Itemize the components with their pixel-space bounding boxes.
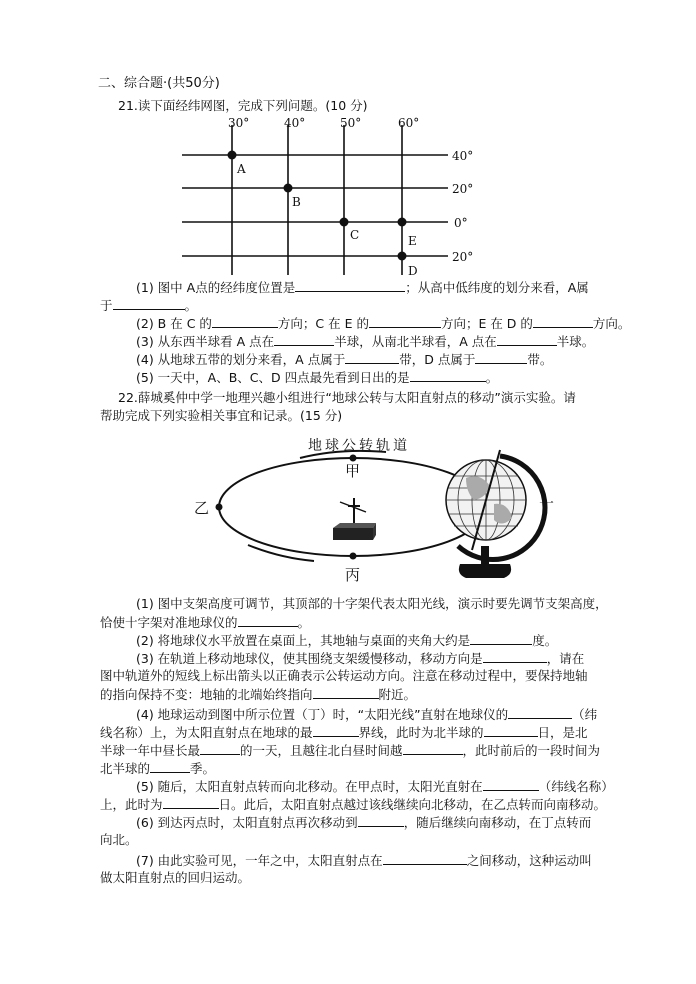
answer-blank[interactable] xyxy=(313,686,379,699)
answer-blank[interactable] xyxy=(533,315,593,328)
answer-blank[interactable] xyxy=(163,796,219,809)
q22-title-line2: 帮助完成下列实验相关事宜和记录。(15 分) xyxy=(100,408,343,423)
answer-blank[interactable] xyxy=(200,742,240,755)
point-d xyxy=(398,252,407,261)
point-b xyxy=(284,184,293,193)
answer-blank[interactable] xyxy=(113,297,185,310)
q22-part3: (3) 在轨道上移动地球仪，使其围绕支架缓慢移动，移动方向是 ，请在 xyxy=(136,651,585,666)
q22-part4-cont3: 北半球的 季。 xyxy=(100,761,216,776)
answer-blank[interactable] xyxy=(483,778,539,791)
lon-label-30: 30° xyxy=(228,116,250,130)
lat-label-20s: 20° xyxy=(452,250,474,264)
answer-blank[interactable] xyxy=(345,351,399,364)
section-header: 二、综合题·(共50分) xyxy=(98,76,220,91)
point-label-e: E xyxy=(408,234,417,248)
q22-part6: (6) 到达丙点时，太阳直射点再次移动到 ，随后继续向南移动，在丁点转而 xyxy=(136,815,592,830)
label-yi: 乙 xyxy=(194,499,210,517)
q21-part4: (4) 从地球五带的划分来看，A 点属于 带，D 点属于 带。 xyxy=(136,352,553,367)
q21-part1-cont: 于 。 xyxy=(100,298,198,313)
answer-blank[interactable] xyxy=(470,632,532,645)
q22-part7: (7) 由此实验可见，一年之中，太阳直射点在 之间移动，这种运动叫 xyxy=(136,853,592,868)
q22-part5-cont: 上，此时为 日。此后，太阳直射点越过该线继续向北移动，在乙点转而向南移动。 xyxy=(100,797,607,812)
label-ding: 丁 xyxy=(539,499,555,517)
orbit-point-jia xyxy=(350,455,357,462)
q21-part5: (5) 一天中，A、B、C、D 四点最先看到日出的是 。 xyxy=(136,370,499,385)
answer-blank[interactable] xyxy=(508,706,572,719)
answer-blank[interactable] xyxy=(383,852,467,865)
q22-part7-cont: 做太阳直射点的回归运动。 xyxy=(100,870,251,885)
q22-part3-cont1: 图中轨道外的短线上标出箭头以正确表示公转运动方向。注意在移动过程中，要保持地轴 xyxy=(100,668,588,683)
q21-part3: (3) 从东西半球看 A 点在 半球，从南北半球看，A 点在 半球。 xyxy=(136,334,595,349)
answer-blank[interactable] xyxy=(358,814,404,827)
point-label-b: B xyxy=(292,195,301,209)
point-e xyxy=(398,218,407,227)
q22-part4-cont1: 线名称）上，为太阳直射点在地球的最 界线，此时为北半球的 日，是北 xyxy=(100,725,588,740)
orbit-label: 地球公转轨道 xyxy=(308,438,410,454)
lat-label-40: 40° xyxy=(452,149,474,163)
q21-title: 21.读下面经纬网图，完成下列问题。(10 分) xyxy=(118,98,368,113)
point-a xyxy=(228,151,237,160)
lon-label-60: 60° xyxy=(398,116,420,130)
answer-blank[interactable] xyxy=(475,351,527,364)
point-c xyxy=(340,218,349,227)
answer-blank[interactable] xyxy=(274,333,334,346)
q21-part1: (1) 图中 A点的经纬度位置是 ；从高中低纬度的划分来看，A属 xyxy=(136,280,589,295)
point-label-c: C xyxy=(350,228,360,242)
answer-blank[interactable] xyxy=(369,315,441,328)
q22-part3-cont2: 的指向保持不变：地轴的北端始终指向 附近。 xyxy=(100,687,417,702)
label-bing: 丙 xyxy=(345,566,361,584)
latlon-grid-diagram xyxy=(170,115,490,285)
answer-blank[interactable] xyxy=(497,333,557,346)
q22-part1: (1) 图中支架高度可调节，其顶部的十字架代表太阳光线，演示时要先调节支架高度， xyxy=(136,596,608,611)
q22-part2: (2) 将地球仪水平放置在桌面上，其地轴与桌面的夹角大约是 度。 xyxy=(136,633,558,648)
answer-blank[interactable] xyxy=(403,742,463,755)
answer-blank[interactable] xyxy=(410,369,486,382)
q22-part1-cont: 恰使十字架对准地球仪的 。 xyxy=(100,615,311,630)
lon-label-40: 40° xyxy=(284,116,306,130)
answer-blank[interactable] xyxy=(313,724,359,737)
answer-blank[interactable] xyxy=(212,315,278,328)
lat-label-20n: 20° xyxy=(452,182,474,196)
q22-part6-cont: 向北。 xyxy=(100,832,138,847)
answer-blank[interactable] xyxy=(295,279,405,292)
q21-part2: (2) B 在 C 的 方向；C 在 E 的 方向；E 在 D 的 方向。 xyxy=(136,316,631,331)
globe-icon xyxy=(446,450,545,578)
lat-label-0: 0° xyxy=(454,216,468,230)
answer-blank[interactable] xyxy=(484,724,538,737)
answer-blank[interactable] xyxy=(483,650,547,663)
q22-part4: (4) 地球运动到图中所示位置（丁）时，“太阳光线”直射在地球仪的 （纬 xyxy=(136,707,598,722)
point-label-d: D xyxy=(408,264,418,278)
orbit-point-bing xyxy=(350,553,357,560)
sun-stand-icon xyxy=(333,498,376,540)
q22-title-line1: 22.薛城奚仲中学一地理兴趣小组进行“地球公转与太阳直射点的移动”演示实验。请 xyxy=(118,390,576,405)
q22-part5: (5) 随后，太阳直射点转而向北移动。在甲点时，太阳光直射在 （纬线名称） xyxy=(136,779,614,794)
label-jia: 甲 xyxy=(345,462,361,480)
q22-part4-cont2: 半球一年中昼长最 的一天，且越往北白昼时间越 ，此时前后的一段时间为 xyxy=(100,743,601,758)
answer-blank[interactable] xyxy=(238,614,298,627)
orbit-diagram xyxy=(190,428,580,588)
point-label-a: A xyxy=(237,162,246,176)
answer-blank[interactable] xyxy=(150,760,190,773)
lon-label-50: 50° xyxy=(340,116,362,130)
orbit-point-yi xyxy=(216,504,223,511)
